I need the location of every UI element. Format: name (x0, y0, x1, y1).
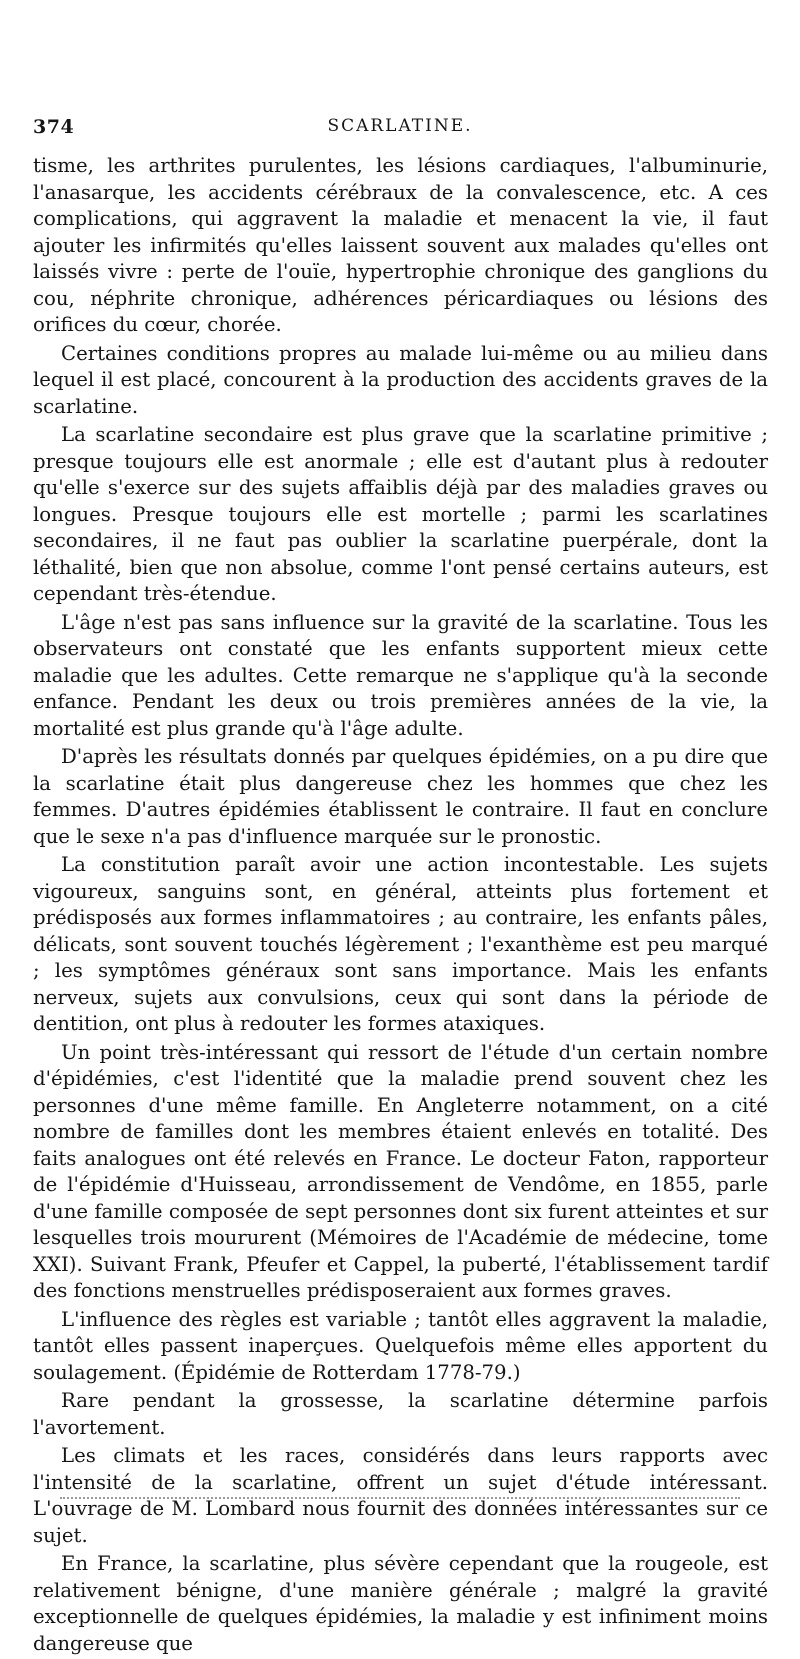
paragraph: Les climats et les races, considérés dans leurs rapports avec l'intensité de la scarlatine, offrent un sujet d'étude intéressant. L'ouvrage de M. Lombard nous fournit des données intéressantes sur ce sujet. (33, 1444, 768, 1547)
paragraph: Certaines conditions propres au malade lui-même ou au milieu dans lequel il est placé, concourent à la production des accidents graves de la scarlatine. (33, 341, 768, 418)
paragraph: Rare pendant la grossesse, la scarlatine détermine parfois l'avortement. (33, 1389, 768, 1439)
page-header (33, 116, 767, 144)
paragraph: tisme, les arthrites purulentes, les lésions cardiaques, l'albuminurie, l'anasarque, les accidents cérébraux de la convalescence, etc. A ces complications, qui aggravent la maladie et menacent la vie, il faut ajouter les infirmités qu'elles laissent souvent aux malades qu'elles ont laissés vivre : perte de l'ouïe, hypertrophie chronique des ganglions du cou, néphrite chronique, adhérences péricardiaques ou lésions des orifices du cœur, chorée. (33, 154, 768, 336)
paragraph: L'âge n'est pas sans influence sur la gravité de la scarlatine. Tous les observateurs ont constaté que les enfants supportent mieux cette maladie que les adultes. Cette remarque ne s'applique qu'à la seconde enfance. Pendant les deux ou trois premières années de la vie, la mortalité est plus grande qu'à l'âge adulte. (33, 610, 768, 740)
body-text (33, 153, 768, 1659)
paragraph: D'après les résultats donnés par quelques épidémies, on a pu dire que la scarlatine était plus dangereuse chez les hommes que chez les femmes. D'autres épidémies établissent le contraire. Il faut en conclure que le sexe n'a pas d'influence marquée sur le pronostic. (33, 745, 768, 848)
page-number: 374 (33, 116, 75, 138)
paragraph: L'influence des règles est variable ; tantôt elles aggravent la maladie, tantôt elles passent inaperçues. Quelquefois même elles apportent du soulagement. (Épidémie de Rotterdam 1778-79.) (33, 1307, 768, 1384)
bottom-dot-marks (60, 1497, 740, 1499)
running-title: SCARLATINE. (327, 116, 473, 136)
paragraph: La scarlatine secondaire est plus grave que la scarlatine primitive ; presque toujours elle est anormale ; elle est d'autant plus à redouter qu'elle s'exerce sur des sujets affaiblis déjà par des maladies graves ou longues. Presque toujours elle est mortelle ; parmi les scarlatines secondaires, il ne faut pas oublier la scarlatine puerpérale, dont la léthalité, bien que non absolue, comme l'ont pensé certains auteurs, est cependant très-étendue. (33, 423, 768, 605)
paragraph: En France, la scarlatine, plus sévère cependant que la rougeole, est relativement bénigne, d'une manière générale ; malgré la gravité exceptionnelle de quelques épidémies, la maladie y est infiniment moins dangereuse que (33, 1552, 768, 1655)
paragraph: La constitution paraît avoir une action incontestable. Les sujets vigoureux, sanguins sont, en général, atteints plus fortement et prédisposés aux formes inflammatoires ; au contraire, les enfants pâles, délicats, sont souvent touchés légèrement ; l'exanthème est peu marqué ; les symptômes généraux sont sans importance. Mais les enfants nerveux, sujets aux convulsions, ceux qui sont dans la période de dentition, ont plus à redouter les formes ataxiques. (33, 853, 768, 1035)
paragraph: Un point très-intéressant qui ressort de l'étude d'un certain nombre d'épidémies, c'est l'identité que la maladie prend souvent chez les personnes d'une même famille. En Angleterre notamment, on a cité nombre de familles dont les membres étaient enlevés en totalité. Des faits analogues ont été relevés en France. Le docteur Faton, rapporteur de l'épidémie d'Huisseau, arrondissement de Vendôme, en 1855, parle d'une famille composée de sept personnes dont six furent atteintes et sur lesquelles trois moururent (Mémoires de l'Académie de médecine, tome XXI). Suivant Frank, Pfeufer et Cappel, la puberté, l'établissement tardif des fonctions menstruelles prédisposeraient aux formes graves. (33, 1040, 768, 1302)
